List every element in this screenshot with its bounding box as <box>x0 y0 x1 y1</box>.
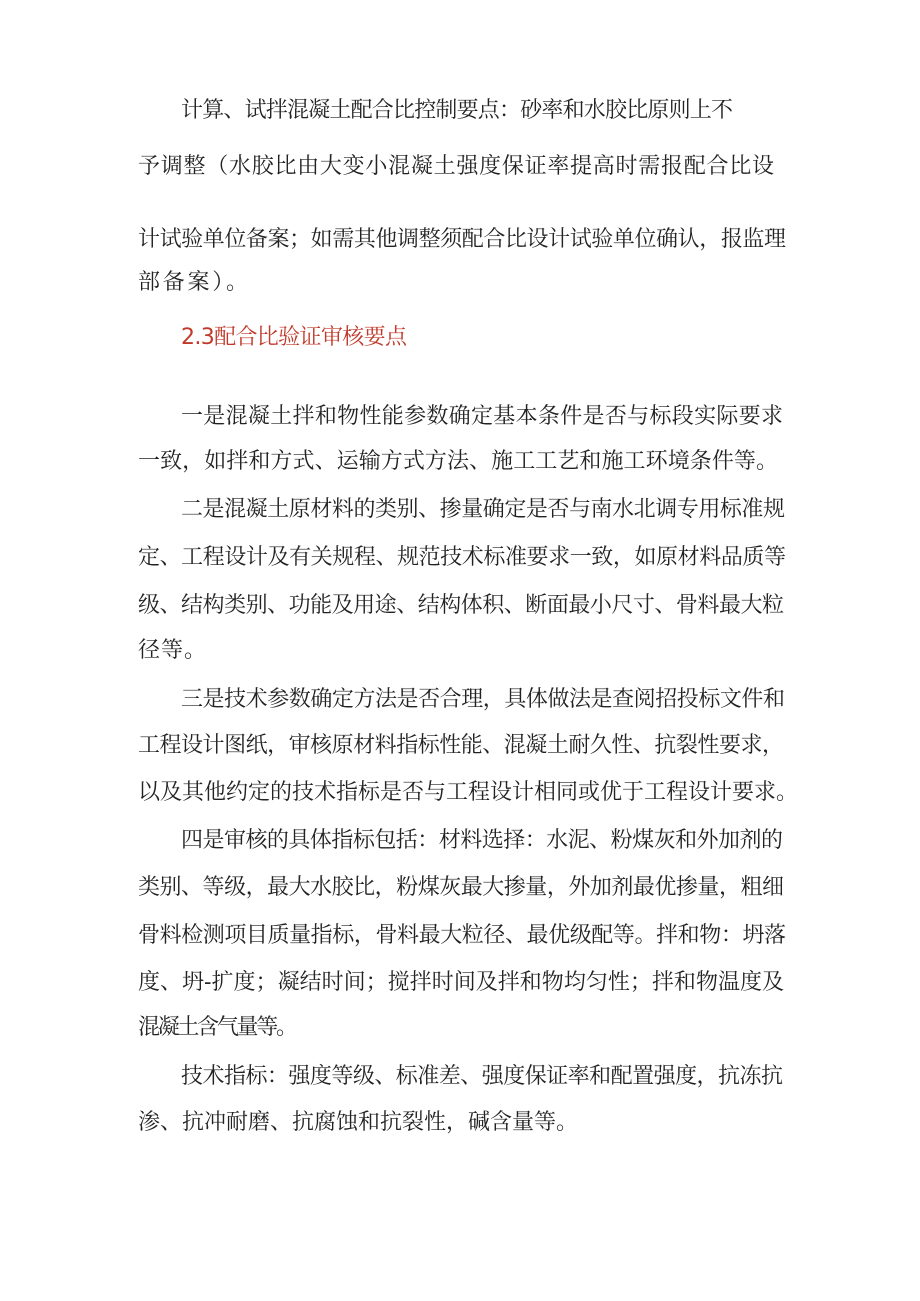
text-line-6: 一是混凝土拌和物性能参数确定基本条件是否与标段实际要求 <box>181 404 784 429</box>
text-line-19: 混凝土含气量等。 <box>138 1015 296 1040</box>
text-line-7: 一致，如拌和方式、运输方式方法、施工工艺和施工环境条件等。 <box>138 449 779 474</box>
text-line-13: 工程设计图纸，审核原材料指标性能、混凝土耐久性、抗裂性要求， <box>138 733 784 758</box>
text-line-1: 计算、试拌混凝土配合比控制要点：砂率和水胶比原则上不 <box>181 98 733 123</box>
text-line-18: 度、坍-扩度；凝结时间；搅拌时间及拌和物均匀性；拌和物温度及 <box>138 970 785 995</box>
text-line-12: 三是技术参数确定方法是否合理，具体做法是查阅招投标文件和 <box>181 687 785 712</box>
text-line-16: 类别、等级，最大水胶比，粉煤灰最大掺量，外加剂最优掺量，粗细 <box>138 875 784 900</box>
section-heading: 2.3配合比验证审核要点 <box>181 325 407 350</box>
text-line-15: 四是审核的具体指标包括：材料选择：水泥、粉煤灰和外加剂的 <box>181 828 783 853</box>
text-line-8: 二是混凝土原材料的类别、掺量确定是否与南水北调专用标准规 <box>181 497 785 522</box>
text-line-10: 级、结构类别、功能及用途、结构体积、断面最小尺寸、骨料最大粒 <box>138 593 784 618</box>
text-line-21: 渗、抗冲耐磨、抗腐蚀和抗裂性，碱含量等。 <box>138 1110 578 1135</box>
text-line-2: 予调整（水胶比由大变小混凝土强度保证率提高时需报配合比设 <box>138 154 775 179</box>
text-line-3: 计试验单位备案；如需其他调整须配合比设计试验单位确认，报监理 <box>138 227 786 252</box>
text-line-11: 径等。 <box>138 638 207 663</box>
text-line-17: 骨料检测项目质量指标，骨料最大粒径、最优级配等。拌和物：坍落 <box>138 923 786 948</box>
text-line-4: 部备案）。 <box>138 270 251 295</box>
text-line-9: 定、工程设计及有关规程、规范技术标准要求一致，如原材料品质等 <box>138 545 786 570</box>
text-line-14: 以及其他约定的技术指标是否与工程设计相同或优于工程设计要求。 <box>138 780 798 805</box>
text-line-20: 技术指标：强度等级、标准差、强度保证率和配置强度，抗冻抗 <box>181 1064 783 1089</box>
